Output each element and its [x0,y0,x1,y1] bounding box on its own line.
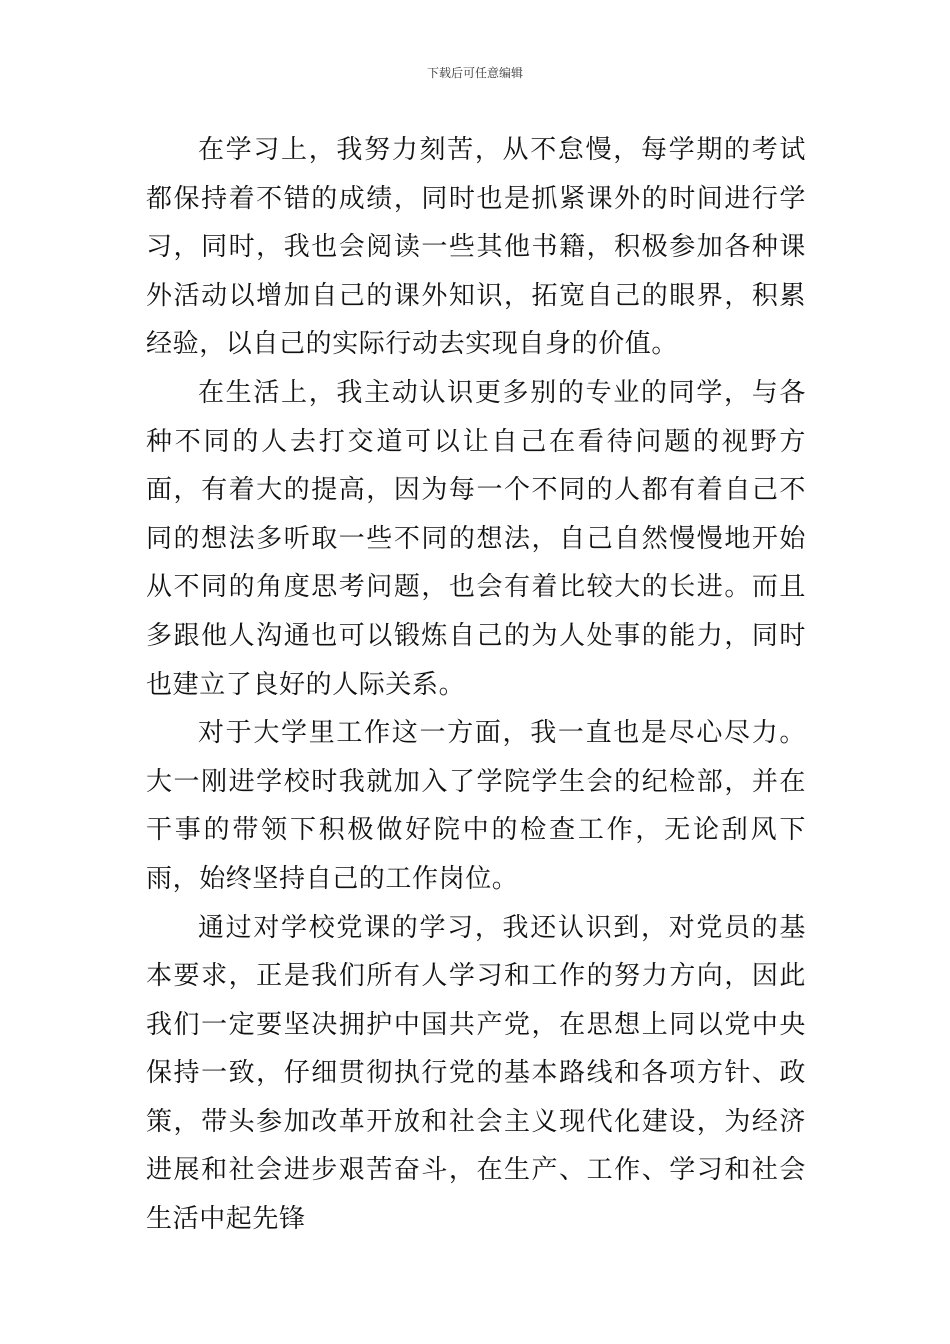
paragraph-party-course: 通过对学校党课的学习，我还认识到，对党员的基本要求，正是我们所有人学习和工作的努力方向，因此我们一定要坚决拥护中国共产党，在思想上同以党中央保持一致，仔细贯彻执行党的基本路线和各项方针、政策，带头参加改革开放和社会主义现代化建设，为经济进展和社会进步艰苦奋斗，在生产、工作、学习和社会生活中起先锋 [146,912,806,1235]
paragraph-work: 对于大学里工作这一方面，我一直也是尽心尽力。大一刚进学校时我就加入了学院学生会的纪检部，并在干事的带领下积极做好院中的检查工作，无论刮风下雨，始终坚持自己的工作岗位。 [146,718,806,894]
document-body [146,126,806,1244]
paragraph-life: 在生活上，我主动认识更多别的专业的同学，与各种不同的人去打交道可以让自己在看待问题的视野方面，有着大的提高，因为每一个不同的人都有着自己不同的想法多听取一些不同的想法，自己自然慢慢地开始从不同的角度思考问题，也会有着比较大的长进。而且多跟他人沟通也可以锻炼自己的为人处事的能力，同时也建立了良好的人际关系。 [146,377,806,700]
page-header: 下载后可任意编辑 [426,66,523,80]
paragraph-study: 在学习上，我努力刻苦，从不怠慢，每学期的考试都保持着不错的成绩，同时也是抓紧课外的时间进行学习，同时，我也会阅读一些其他书籍，积极参加各种课外活动以增加自己的课外知识，拓宽自己的眼界，积累经验，以自己的实际行动去实现自身的价值。 [146,135,806,360]
